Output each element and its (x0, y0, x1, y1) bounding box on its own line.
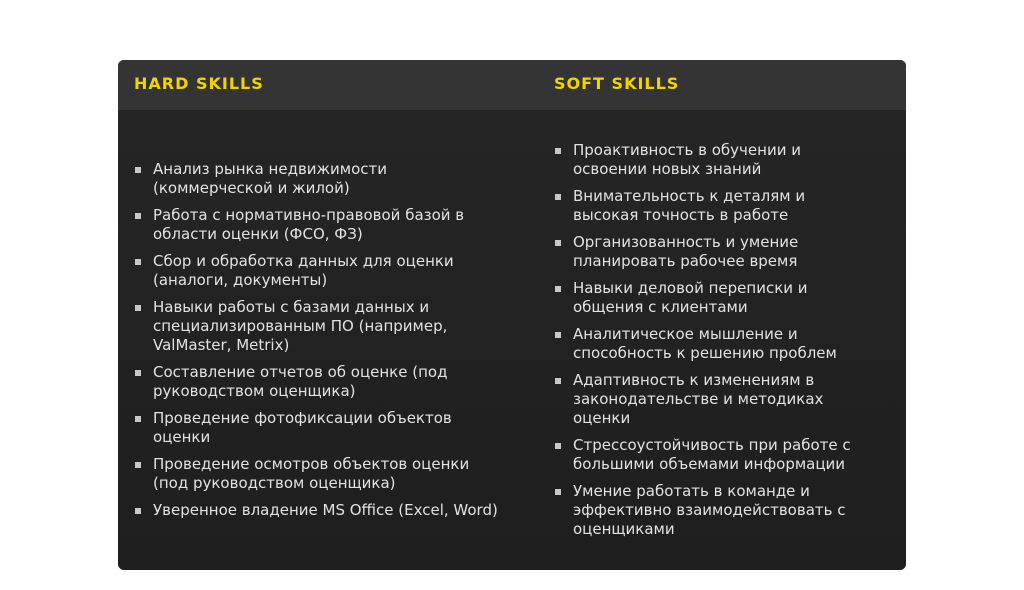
hard-skill-item (153, 501, 533, 520)
hard-skill-text: Навыки работы с базами данных и специализированным ПО (например, ValMaster, Metrix) (153, 298, 448, 354)
hard-skill-text: Анализ рынка недвижимости (коммерческой и жилой) (153, 160, 388, 197)
bullet-icon (555, 378, 561, 384)
bullet-icon (555, 240, 561, 246)
soft-skill-item (573, 325, 858, 363)
soft-skill-text: Умение работать в команде и эффективно взаимодействовать с оценщиками (573, 482, 846, 538)
hard-skill-item (153, 455, 498, 493)
bullet-icon (135, 462, 141, 468)
bullet-icon (135, 305, 141, 311)
hard-skill-item (153, 409, 478, 447)
hard-skill-item (153, 206, 493, 244)
hard-skill-text: Уверенное владение MS Office (Excel, Word) (153, 501, 498, 519)
soft-skills-list (573, 141, 906, 547)
soft-skill-item (573, 141, 823, 179)
soft-skill-text: Организованность и умение планировать рабочее время (573, 233, 799, 270)
soft-skill-item (573, 279, 828, 317)
hard-skill-text: Сбор и обработка данных для оценки (аналоги, документы) (153, 252, 454, 289)
soft-skill-item (573, 371, 845, 428)
bullet-icon (555, 332, 561, 338)
bullet-icon (135, 259, 141, 265)
bullet-icon (555, 443, 561, 449)
soft-skills-title: SOFT SKILLS (554, 74, 680, 93)
soft-skill-text: Навыки деловой переписки и общения с клиентами (573, 279, 808, 316)
soft-skill-item (573, 436, 878, 474)
bullet-icon (135, 416, 141, 422)
hard-skill-text: Проведение фотофиксации объектов оценки (153, 409, 452, 446)
soft-skill-text: Аналитическое мышление и способность к решению проблем (573, 325, 837, 362)
soft-skill-text: Проактивность в обучении и освоении новых знаний (573, 141, 801, 178)
hard-skill-item (153, 252, 483, 290)
bullet-icon (555, 286, 561, 292)
hard-skill-item (153, 363, 473, 401)
hard-skill-text: Составление отчетов об оценке (под руководством оценщика) (153, 363, 448, 400)
bullet-icon (135, 167, 141, 173)
soft-skill-text: Внимательность к деталям и высокая точность в работе (573, 187, 806, 224)
hard-skills-list (153, 160, 533, 528)
hard-skill-item (153, 298, 478, 355)
soft-skill-item (573, 482, 873, 539)
hard-skills-title: HARD SKILLS (134, 74, 264, 93)
hard-skill-text: Работа с нормативно-правовой базой в области оценки (ФСО, ФЗ) (153, 206, 465, 243)
skills-card (118, 60, 906, 570)
bullet-icon (135, 213, 141, 219)
bullet-icon (555, 489, 561, 495)
hard-skill-item (153, 160, 413, 198)
hard-skill-text: Проведение осмотров объектов оценки (под руководством оценщика) (153, 455, 470, 492)
soft-skill-text: Стрессоустойчивость при работе с большими объемами информации (573, 436, 851, 473)
bullet-icon (555, 148, 561, 154)
bullet-icon (135, 508, 141, 514)
soft-skill-item (573, 233, 823, 271)
soft-skill-item (573, 187, 828, 225)
bullet-icon (555, 194, 561, 200)
soft-skill-text: Адаптивность к изменениям в законодательстве и методиках оценки (573, 371, 824, 427)
bullet-icon (135, 370, 141, 376)
